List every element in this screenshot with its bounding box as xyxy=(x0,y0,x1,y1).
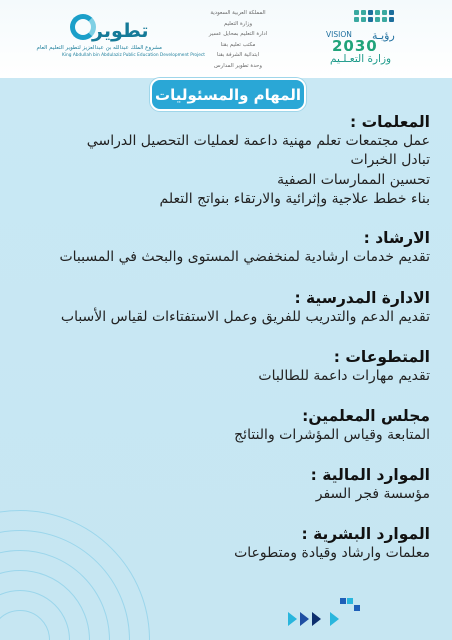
vision-label: VISION xyxy=(326,30,352,39)
decorative-square xyxy=(347,598,353,604)
section-title: المتطوعات : xyxy=(333,348,430,366)
section-line: تبادل الخبرات xyxy=(350,152,430,169)
section-line: تحسين الممارسات الصفية xyxy=(277,171,430,188)
page-title: المهام والمسئوليات xyxy=(150,78,306,111)
section-title: الموارد البشرية : xyxy=(301,525,430,543)
decorative-square xyxy=(354,605,360,611)
section-financial-resources xyxy=(10,465,430,504)
vision-dots-icon xyxy=(354,10,394,22)
school-info-line: وحدة تطوير المدارس xyxy=(214,62,262,69)
vision-2030-logo xyxy=(328,10,410,66)
header xyxy=(0,0,452,78)
school-info-line: المملكة العربية السعودية xyxy=(210,10,266,16)
school-info-line: وزارة التعليم xyxy=(223,20,253,27)
section-title: الارشاد : xyxy=(363,229,430,247)
section-line: مؤسسة فجر السفر xyxy=(315,486,430,502)
section-line: تقديم خدمات ارشادية لمنخفضي المستوى والبحث في المسببات xyxy=(59,249,430,265)
tatweer-logo xyxy=(36,14,205,62)
decorative-square xyxy=(340,598,346,604)
section-volunteers xyxy=(10,347,430,386)
school-info-line: مكتب تعليم بقنا xyxy=(220,41,256,48)
vision-label-ar: رؤيـة xyxy=(372,29,395,42)
ministry-name: وزارة التعـلـيم xyxy=(330,53,392,65)
section-line: المتابعة وقياس المؤشرات والنتائج xyxy=(234,427,430,443)
section-title: المعلمات : xyxy=(350,113,430,131)
chevron-right-icon xyxy=(330,612,339,626)
school-info xyxy=(195,8,281,72)
section-line: بناء خطط علاجية وإثرائية والارتقاء بنواتج التعلم xyxy=(159,191,430,208)
section-line: تقديم الدعم والتدريب للفريق وعمل الاستفتاءات لقياس الأسباب xyxy=(60,309,430,325)
section-line: عمل مجتمعات تعلم مهنية داعمة لعمليات التحصيل الدراسي xyxy=(86,133,430,149)
chevron-right-icon xyxy=(312,612,321,626)
section-title: مجلس المعلمين: xyxy=(302,407,430,425)
chevron-right-icon xyxy=(300,612,309,626)
section-title: الموارد المالية : xyxy=(310,466,430,484)
school-info-line: ابتدائية الشرفة بقنا xyxy=(216,52,260,59)
section-teachers xyxy=(10,112,430,210)
section-school-admin xyxy=(10,288,430,327)
section-title: الادارة المدرسية : xyxy=(294,289,430,307)
section-line: معلمات وارشاد وقيادة ومتطوعات xyxy=(234,545,430,561)
section-line: تقديم مهارات داعمة للطالبات xyxy=(258,368,430,384)
section-guidance xyxy=(10,228,430,267)
chevron-right-icon xyxy=(288,612,297,626)
tatweer-subtitle-ar: مشروع الملك عبدالله بن عبدالعزيز لتطوير التعليم العام xyxy=(36,45,162,51)
section-teachers-council xyxy=(10,406,430,445)
tatweer-name: تطوير xyxy=(92,20,149,42)
school-info-line: ادارة التعليم بمحايل عسير xyxy=(208,31,268,38)
tatweer-subtitle-en: King Abdullah bin Abdulaziz Public Education Development Project xyxy=(62,53,205,58)
vision-year: 2030 xyxy=(332,37,378,55)
